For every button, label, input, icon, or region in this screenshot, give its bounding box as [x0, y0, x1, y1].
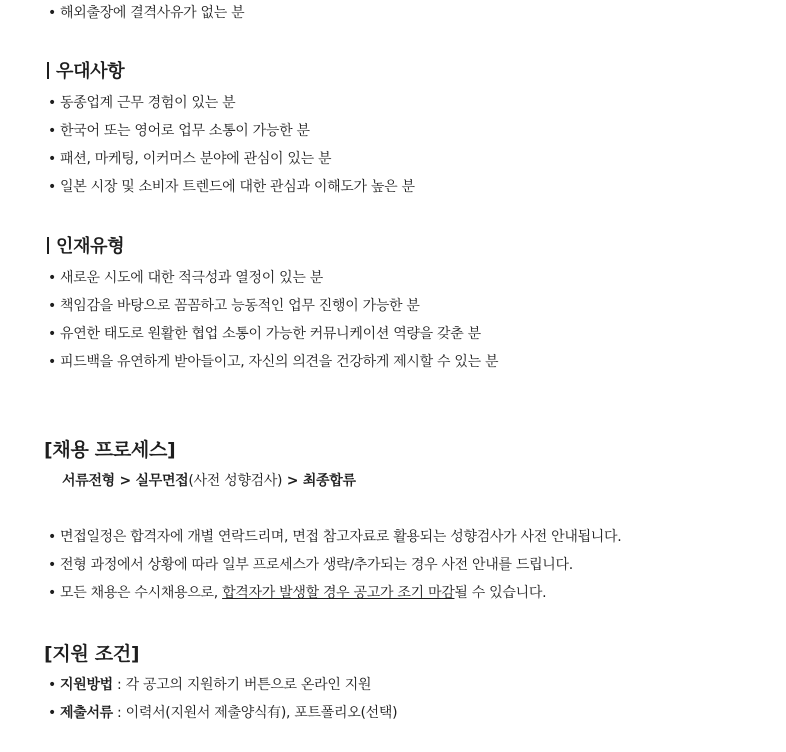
section-heading-talent: 인재유형 [47, 235, 124, 259]
section-title-conditions: [지원 조건] [44, 643, 140, 665]
list-item: • 새로운 시도에 대한 적극성과 열정이 있는 분 [48, 270, 323, 286]
list-item: • 해외출장에 결격사유가 없는 분 [48, 5, 245, 21]
list-item: • 패션, 마케팅, 이커머스 분야에 관심이 있는 분 [48, 151, 332, 167]
process-steps: 서류전형 > 실무면접(사전 성향검사) > 최종합류 [62, 473, 356, 489]
list-item: • 한국어 또는 영어로 업무 소통이 가능한 분 [48, 123, 310, 139]
list-item: • 피드백을 유연하게 받아들이고, 자신의 의견을 건강하게 제시할 수 있는 분 [48, 354, 499, 370]
section-heading-preferred: 우대사항 [47, 60, 124, 84]
list-item: • 제출서류 : 이력서(지원서 제출양식有), 포트폴리오(선택) [48, 705, 398, 721]
section-title-process: [채용 프로세스] [44, 439, 176, 461]
list-item: • 책임감을 바탕으로 꼼꼼하고 능동적인 업무 진행이 가능한 분 [48, 298, 420, 314]
heading-bar [47, 237, 49, 254]
heading-bar [47, 62, 49, 79]
list-item: • 모든 채용은 수시채용으로, 합격자가 발생할 경우 공고가 조기 마감될 수 있습니다. [48, 585, 547, 601]
underlined-text: 합격자가 발생할 경우 공고가 조기 마감 [222, 585, 455, 601]
list-item: • 일본 시장 및 소비자 트렌드에 대한 관심과 이해도가 높은 분 [48, 179, 415, 195]
list-item: • 면접일정은 합격자에 개별 연락드리며, 면접 참고자료로 활용되는 성향검사가 사전 안내됩니다. [48, 529, 622, 545]
list-item: • 유연한 태도로 원활한 협업 소통이 가능한 커뮤니케이션 역량을 갖춘 분 [48, 326, 481, 342]
list-item: • 동종업계 근무 경험이 있는 분 [48, 95, 236, 111]
list-item: • 전형 과정에서 상황에 따라 일부 프로세스가 생략/추가되는 경우 사전 안내를 드립니다. [48, 557, 573, 573]
list-item: • 지원방법 : 각 공고의 지원하기 버튼으로 온라인 지원 [48, 677, 372, 693]
